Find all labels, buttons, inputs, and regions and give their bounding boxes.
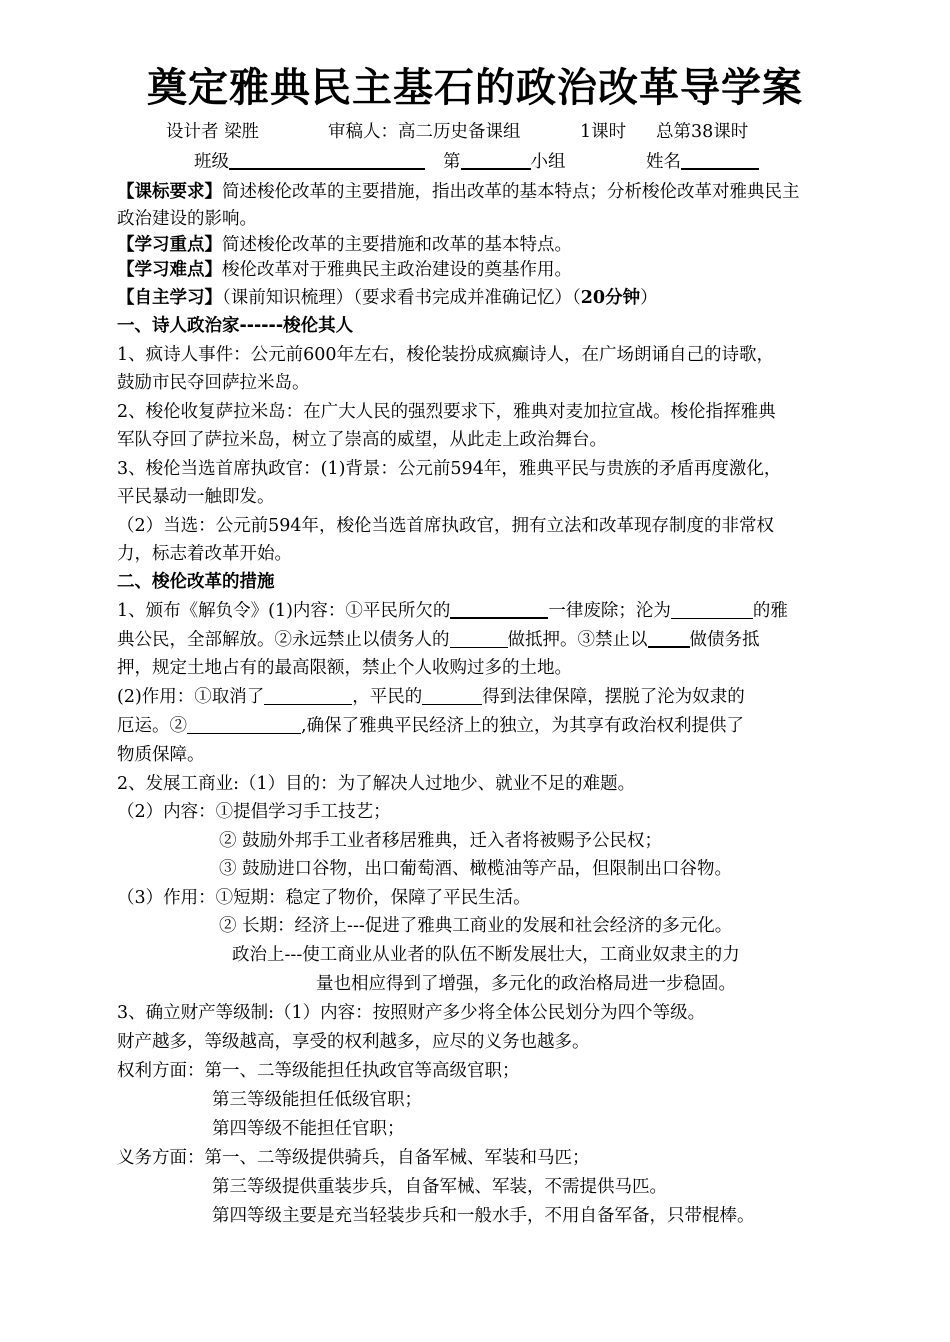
decree-text: 一律废除；沦为 <box>548 601 671 621</box>
property-line: 权利方面：第一、二等级能担任执政官等高级官职； <box>117 1061 520 1081</box>
property-line: 第三等级提供重装步兵，自备军械、军装，不需提供马匹。 <box>212 1177 667 1197</box>
self-study-close: ） <box>640 288 658 308</box>
collateral-blank[interactable] <box>648 626 690 648</box>
page-title: 奠定雅典民主基石的政治改革导学案 <box>147 65 803 111</box>
decree-text: 1、颁布《解负令》(1)内容：①平民所欠的 <box>117 601 451 621</box>
class-field[interactable] <box>194 148 425 176</box>
abolish-blank[interactable] <box>264 684 352 705</box>
decree-text: ，平民的 <box>352 687 423 707</box>
name-label: 姓名 <box>646 152 681 172</box>
decree-text: ,确保了雅典平民经济上的独立，为其享有政治权利提供了 <box>301 716 745 736</box>
commerce-line: 2、发展工商业:（1）目的：为了解决人过地少、就业不足的难题。 <box>117 774 636 794</box>
effect-blank[interactable] <box>187 713 301 734</box>
standard-text-1: 简述梭伦改革的主要措施，指出改革的基本特点；分析梭伦改革对雅典民主 <box>222 182 800 202</box>
section-1-heading: 一、诗人政治家------梭伦其人 <box>117 316 354 336</box>
section-1-line: 1、疯诗人事件：公元前600年左右，梭伦装扮成疯癫诗人，在广场朗诵自己的诗歌， <box>117 345 775 365</box>
decree-effect-line-1 <box>117 683 745 711</box>
name-field[interactable] <box>646 148 759 176</box>
pledge-blank[interactable] <box>450 627 508 648</box>
section-1-line: 平民暴动一触即发。 <box>117 487 275 507</box>
decree-line-1 <box>117 597 788 625</box>
decree-effect-line-3: 物质保障。 <box>117 745 205 765</box>
commerce-line: ② 长期：经济上---促进了雅典工商业的发展和社会经济的多元化。 <box>219 916 733 936</box>
commerce-line: ② 鼓励外邦手工业者移居雅典，迁入者将被赐予公民权； <box>219 831 663 851</box>
standard-line-1 <box>117 178 800 206</box>
property-line: 第四等级主要是充当轻装步兵和一般水手，不用自备军备，只带棍棒。 <box>212 1206 755 1226</box>
section-1-line: （2）当选：公元前594年，梭伦当选首席执政官，拥有立法和改革现存制度的非常权 <box>117 516 775 536</box>
decree-text: 得到法律保障，摆脱了沦为奴隶的 <box>482 687 745 707</box>
decree-effect-line-2 <box>117 712 744 740</box>
decree-text: 厄运。② <box>117 716 187 736</box>
self-study-label: 【自主学习】 <box>117 288 222 308</box>
property-line: 财产越多，等级越高，享受的权利越多，应尽的义务也越多。 <box>117 1032 590 1052</box>
section-1-line: 力，标志着改革开始。 <box>117 544 292 564</box>
class-blank[interactable] <box>229 148 425 170</box>
property-line: 义务方面：第一、二等级提供骑兵，自备军械、军装和马匹； <box>117 1148 590 1168</box>
focus-label: 【学习重点】 <box>117 235 222 255</box>
section-1-line: 2、梭伦收复萨拉米岛：在广大人民的强烈要求下，雅典对麦加拉宣战。梭伦指挥雅典 <box>117 402 776 422</box>
class-label: 班级 <box>194 152 229 172</box>
focus-line <box>117 231 572 259</box>
protect-blank[interactable] <box>422 684 482 705</box>
property-line: 第四等级不能担任官职； <box>212 1119 405 1139</box>
reviewer: 审稿人：高二历史备课组 <box>328 122 521 142</box>
decree-line-2 <box>117 626 760 654</box>
group-prefix: 第 <box>443 152 461 172</box>
decree-text: 的雅 <box>752 601 788 621</box>
slave-blank[interactable] <box>671 598 753 619</box>
commerce-line: （2）内容：①提倡学习手工技艺； <box>117 802 391 822</box>
property-line: 第三等级能担任低级官职； <box>212 1090 422 1110</box>
self-study-text: （课前知识梳理）（要求看书完成并准确记忆）（ <box>222 288 581 308</box>
group-suffix: 小组 <box>530 152 566 172</box>
decree-text: 典公民，全部解放。②永远禁止以债务人的 <box>117 630 450 650</box>
lesson-hours: 1课时 <box>580 122 627 142</box>
standard-text-2: 政治建设的影响。 <box>117 209 257 229</box>
difficulty-line <box>117 256 572 284</box>
group-blank[interactable] <box>461 148 531 170</box>
commerce-line: 政治上---使工商业从业者的队伍不断发展壮大，工商业奴隶主的力 <box>232 945 740 965</box>
total-lessons: 总第38课时 <box>656 122 749 142</box>
section-2-heading: 二、梭伦改革的措施 <box>117 572 275 592</box>
decree-text: 做抵押。③禁止以 <box>507 630 648 650</box>
name-blank[interactable] <box>681 148 759 170</box>
self-study-time: 20分钟 <box>580 288 641 308</box>
commerce-line: （3）作用：①短期：稳定了物价，保障了平民生活。 <box>117 888 531 908</box>
decree-text: 做债务抵 <box>689 630 760 650</box>
commerce-line: ③ 鼓励进口谷物，出口葡萄酒、橄榄油等产品，但限制出口谷物。 <box>219 859 733 879</box>
section-1-line: 3、梭伦当选首席执政官：(1)背景：公元前594年，雅典平民与贵族的矛盾再度激化， <box>117 459 782 479</box>
debt-blank[interactable] <box>450 597 548 619</box>
property-line: 3、确立财产等级制:（1）内容：按照财产多少将全体公民划分为四个等级。 <box>117 1003 706 1023</box>
focus-text: 简述梭伦改革的主要措施和改革的基本特点。 <box>222 235 572 255</box>
commerce-line: 量也相应得到了增强，多元化的政治格局进一步稳固。 <box>316 974 736 994</box>
difficulty-text: 梭伦改革对于雅典民主政治建设的奠基作用。 <box>222 260 572 280</box>
section-1-line: 军队夺回了萨拉米岛，树立了崇高的威望，从此走上政治舞台。 <box>117 430 607 450</box>
standard-label: 【课标要求】 <box>117 182 222 202</box>
decree-text: (2)作用：①取消了 <box>117 687 265 707</box>
section-1-line: 鼓励市民夺回萨拉米岛。 <box>117 373 310 393</box>
group-field[interactable] <box>443 148 566 176</box>
decree-line-3: 押，规定土地占有的最高限额，禁止个人收购过多的土地。 <box>117 658 572 678</box>
designer: 设计者 梁胜 <box>166 122 260 142</box>
difficulty-label: 【学习难点】 <box>117 260 222 280</box>
self-study-line <box>117 284 658 312</box>
